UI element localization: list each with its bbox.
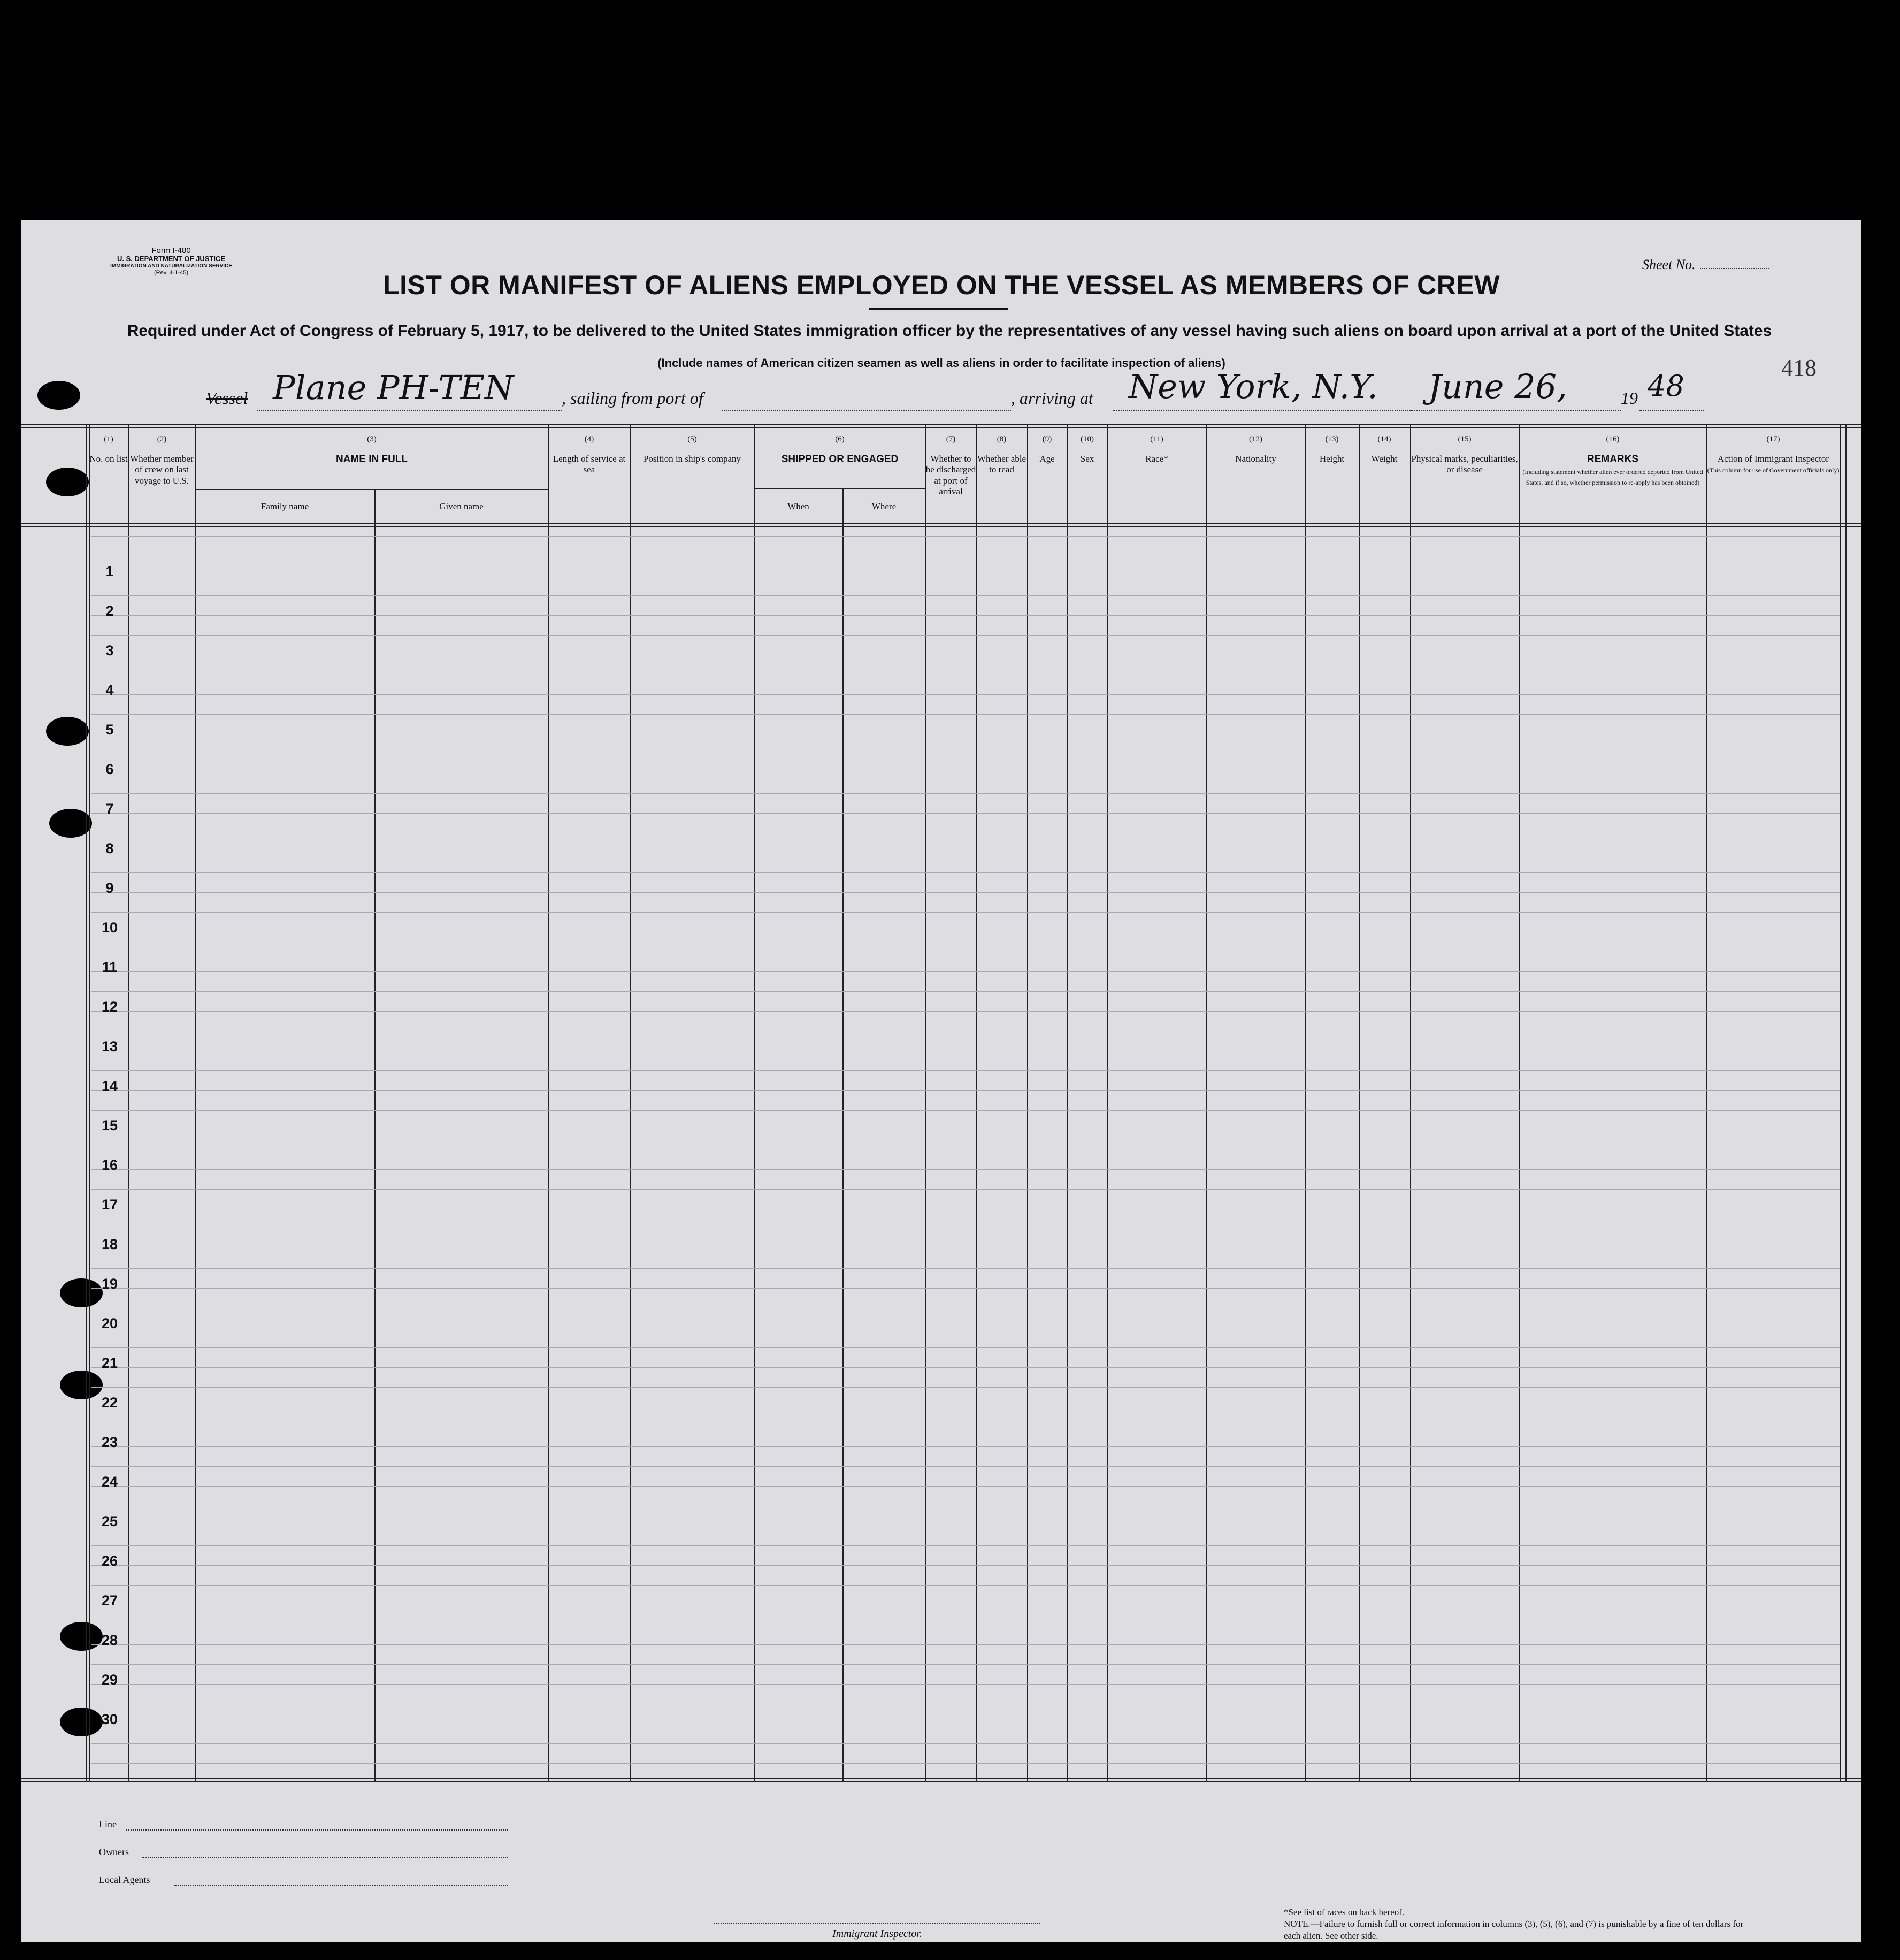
row-rule	[91, 1090, 1840, 1091]
row-rule	[91, 1565, 1840, 1566]
stamp-number: 418	[1781, 355, 1817, 381]
immigrant-inspector-signature-label: Immigrant Inspector.	[832, 1928, 922, 1940]
manifest-sheet	[21, 220, 1861, 1942]
row-number: 4	[105, 682, 114, 698]
row-number: 30	[101, 1711, 118, 1727]
row-rule	[91, 1644, 1840, 1645]
column-header-physical-marks: (15) Physical marks, peculiarities, or disease	[1411, 435, 1518, 475]
row-rule	[91, 1070, 1840, 1071]
column-header-age: (9) Age	[1039, 435, 1055, 464]
row-number: 9	[105, 880, 114, 896]
row-rule	[91, 971, 1840, 972]
row-number: 25	[101, 1513, 118, 1529]
column-header-crew-last-voyage: (2) Whether member of crew on last voyage to U.S.	[130, 435, 194, 486]
column-header-inspector-action: (17) Action of Immigrant Inspector (This column for use of Government officials only)	[1707, 435, 1840, 474]
row-number: 14	[101, 1078, 118, 1094]
row-number: 26	[101, 1553, 118, 1569]
row-rule	[91, 1288, 1840, 1289]
column-header-position: (5) Position in ship's company	[643, 435, 741, 464]
column-header-nationality: (12) Nationality	[1235, 435, 1276, 464]
column-header-shipped-or-engaged: (6) SHIPPED OR ENGAGED	[781, 435, 899, 465]
row-rule	[91, 694, 1840, 695]
row-number: 24	[101, 1474, 118, 1490]
form-revision: (Rev. 4-1-45)	[154, 269, 188, 276]
row-number: 21	[101, 1355, 118, 1371]
row-number: 27	[101, 1592, 118, 1609]
row-rule	[91, 892, 1840, 893]
row-number: 29	[101, 1672, 118, 1688]
column-header-no-on-list: (1) No. on list	[89, 435, 128, 464]
row-rule	[91, 536, 1840, 537]
row-rule	[91, 991, 1840, 992]
row-rule	[91, 1268, 1840, 1269]
legal-requirement-text: Required under Act of Congress of February 5, 1917, to be delivered to the United States immigration officer by the representatives of any vessel having such aliens on board upon arrival at a port of the United States	[127, 322, 1772, 340]
local-agents-label: Local Agents	[99, 1874, 150, 1885]
column-header-discharged: (7) Whether to be discharged at port of arrival	[925, 435, 976, 497]
row-number: 17	[101, 1197, 118, 1213]
row-rule	[91, 1664, 1840, 1665]
row-rule	[91, 1763, 1840, 1764]
row-number: 16	[101, 1157, 118, 1173]
footnote	[1284, 1907, 1755, 1942]
arriving-port: New York, N.Y.	[1129, 367, 1378, 406]
row-number: 22	[101, 1395, 118, 1411]
title-underline	[869, 308, 1008, 310]
row-rule	[91, 1387, 1840, 1388]
row-number: 19	[101, 1276, 118, 1292]
sailing-label: , sailing from port of	[562, 388, 703, 408]
column-header-family-name: Family name	[261, 501, 309, 511]
vessel-label: Vessel	[206, 388, 248, 408]
column-header-name-in-full: (3) NAME IN FULL	[335, 435, 408, 465]
vessel-line	[21, 365, 1861, 413]
row-number: 18	[101, 1236, 118, 1252]
service-name: IMMIGRATION AND NATURALIZATION SERVICE	[110, 263, 232, 270]
row-rule	[91, 714, 1840, 715]
row-number: 28	[101, 1632, 118, 1648]
row-rule	[91, 1466, 1840, 1467]
column-header-where: Where	[871, 501, 897, 511]
page-title: LIST OR MANIFEST OF ALIENS EMPLOYED ON THE VESSEL AS MEMBERS OF CREW	[383, 270, 1500, 300]
arrival-date: June 26,	[1428, 367, 1567, 406]
arriving-label: , arriving at	[1011, 388, 1093, 408]
column-header-when: When	[787, 501, 809, 511]
department-name: U. S. DEPARTMENT OF JUSTICE	[117, 255, 225, 263]
row-number: 3	[105, 642, 114, 659]
column-header-given-name: Given name	[439, 501, 484, 511]
row-rule	[91, 1189, 1840, 1190]
row-rule	[91, 1684, 1840, 1685]
row-rule	[91, 1486, 1840, 1487]
row-number: 20	[101, 1315, 118, 1331]
crew-manifest-table	[21, 424, 1861, 1782]
row-rule	[91, 1011, 1840, 1012]
row-rule	[91, 912, 1840, 913]
include-note: (Include names of American citizen seamen as well as aliens in order to facilitate inspection of aliens)	[657, 356, 1225, 370]
row-number: 5	[105, 722, 114, 738]
row-rule	[91, 1585, 1840, 1586]
row-number: 1	[105, 563, 114, 579]
row-number: 10	[101, 920, 118, 936]
row-number: 7	[105, 801, 114, 817]
row-rule	[91, 1110, 1840, 1111]
footer	[21, 1782, 1861, 1942]
row-rule	[91, 1367, 1840, 1368]
column-header-height: (13) Height	[1319, 435, 1345, 464]
row-number: 8	[105, 840, 114, 856]
row-number: 15	[101, 1117, 118, 1134]
row-number: 23	[101, 1434, 118, 1450]
column-header-able-to-read: (8) Whether able to read	[977, 435, 1026, 475]
row-rule	[91, 1169, 1840, 1170]
row-number: 11	[102, 959, 118, 975]
row-rule	[91, 813, 1840, 814]
row-number: 6	[105, 761, 114, 777]
row-number: 2	[105, 603, 114, 619]
sheet-number-label: Sheet No.	[1642, 257, 1696, 272]
row-number: 13	[101, 1038, 118, 1054]
column-header-remarks: (16) REMARKS (Including statement whether alien ever ordered deported from United States, and if so, whether permission to re-apply has been obtained)	[1522, 435, 1703, 487]
column-header-sex: (10) Sex	[1080, 435, 1094, 464]
column-header-race: (11) Race*	[1145, 435, 1168, 464]
column-header-weight: (14) Weight	[1371, 435, 1398, 464]
column-header-length-of-service: (4) Length of service at sea	[553, 435, 626, 475]
races-note: *See list of races on back hereof.	[1284, 1907, 1405, 1917]
arrival-year: 48	[1648, 369, 1684, 403]
row-number: 12	[101, 999, 118, 1015]
line-label: Line	[99, 1819, 117, 1829]
row-rule	[91, 595, 1840, 596]
row-rule	[91, 635, 1840, 636]
owners-label: Owners	[99, 1847, 129, 1857]
row-rule	[91, 1545, 1840, 1546]
row-rule	[91, 793, 1840, 794]
form-number: Form I-480	[151, 246, 191, 255]
row-rule	[91, 615, 1840, 616]
row-rule	[91, 872, 1840, 873]
vessel-name: Plane PH-TEN	[273, 368, 514, 407]
year-prefix: 19	[1621, 388, 1638, 408]
penalty-note: NOTE.—Failure to furnish full or correct information in columns (3), (5), (6), and (7) is punishable by a fine of ten dollars for each alien. See other side.	[1284, 1919, 1744, 1941]
row-rule	[91, 1743, 1840, 1744]
row-rule	[91, 1446, 1840, 1447]
